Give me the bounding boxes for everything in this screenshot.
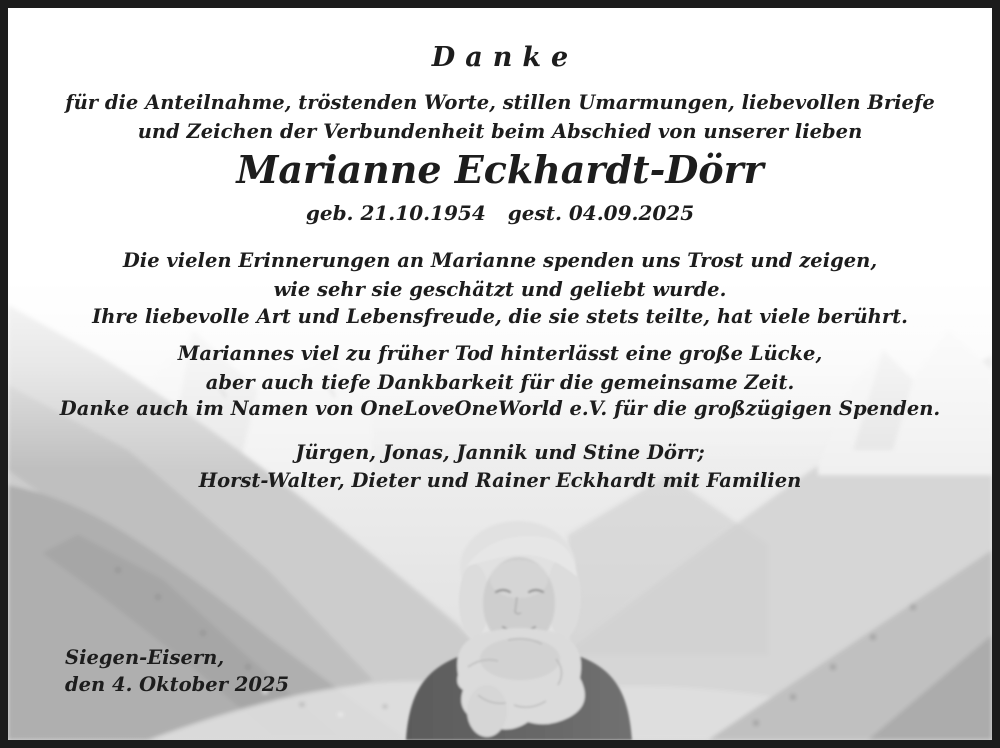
memorial-paragraph <box>8 247 992 304</box>
deceased-name: Marianne Eckhardt-Dörr <box>236 147 764 192</box>
intro-paragraph <box>8 88 992 146</box>
loss-paragraph <box>8 339 992 397</box>
place-line: Siegen-Eisern, <box>65 646 225 669</box>
life-dates <box>8 201 992 225</box>
family-signature <box>8 439 992 494</box>
birth-date: geb. 21.10.1954 <box>305 201 486 225</box>
donation-thanks-line: Danke auch im Namen von OneLoveOneWorld e.V. für die großzügigen Spenden. <box>59 397 941 420</box>
intro-line-1: für die Anteilnahme, tröstenden Worte, stillen Umarmungen, liebevollen Briefe <box>65 91 935 114</box>
death-date: gest. 04.09.2025 <box>507 201 695 225</box>
loss-line-1: Mariannes viel zu früher Tod hinterlässt eine große Lücke, <box>177 342 823 365</box>
memorial-line-2: wie sehr sie geschätzt und geliebt wurde. <box>273 277 727 301</box>
page-title: Danke <box>431 42 579 73</box>
loss-line-2: aber auch tiefe Dankbarkeit für die gemeinsame Zeit. <box>205 371 795 394</box>
family-line-2: Horst-Walter, Dieter und Rainer Eckhardt mit Familien <box>198 468 802 492</box>
tribute-line: Ihre liebevolle Art und Lebensfreude, die sie stets teilte, hat viele berührt. <box>92 305 908 328</box>
family-line-1: Jürgen, Jonas, Jannik und Stine Dörr; <box>295 441 705 464</box>
memorial-line-1: Die vielen Erinnerungen an Marianne spenden uns Trost und zeigen, <box>122 249 878 272</box>
intro-line-2: und Zeichen der Verbundenheit beim Abschied von unserer lieben <box>137 120 863 143</box>
notice-text <box>8 8 992 740</box>
place-and-date <box>65 645 289 698</box>
date-line: den 4. Oktober 2025 <box>65 672 290 696</box>
